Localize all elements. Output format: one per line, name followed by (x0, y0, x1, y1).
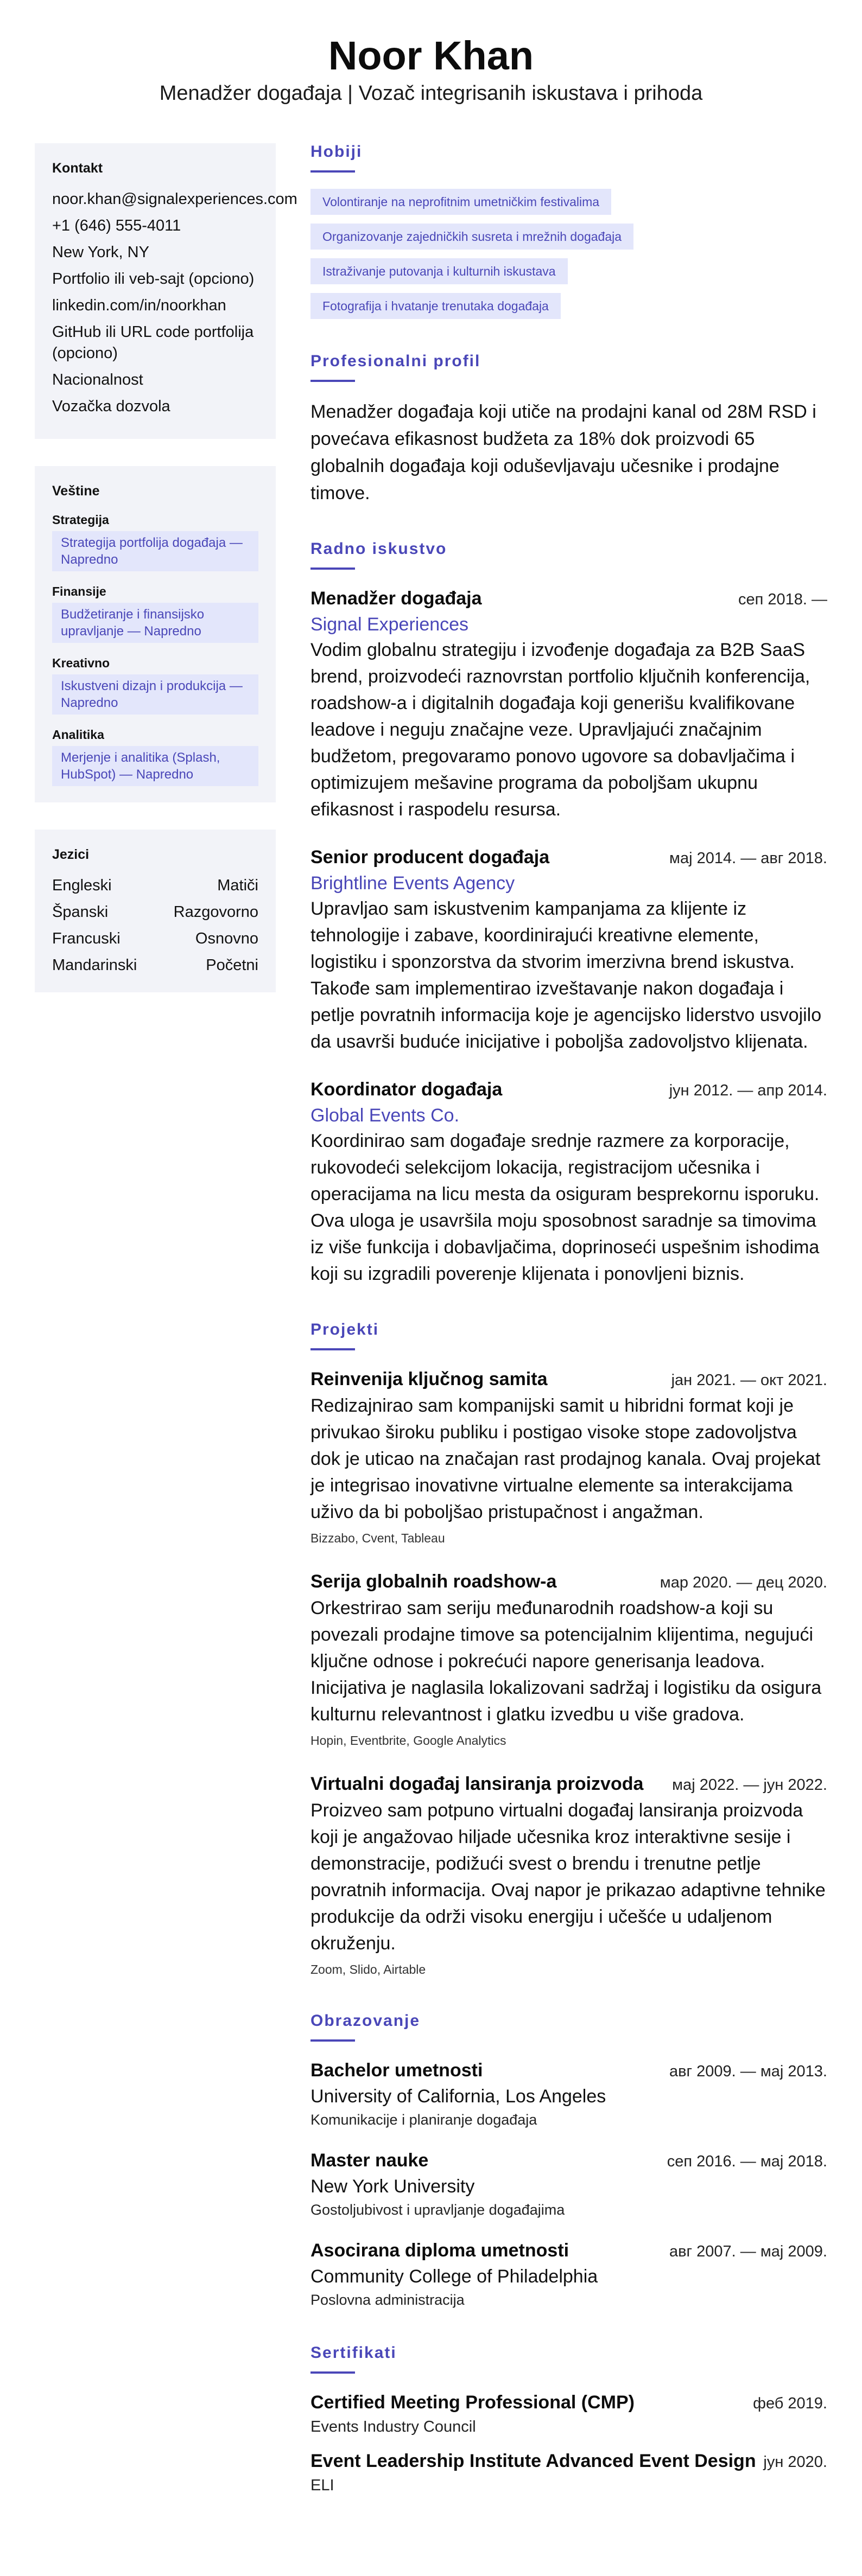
language-level: Početni (206, 957, 258, 974)
school-name: New York University (310, 2176, 475, 2197)
hobby-tag: Istraživanje putovanja i kulturnih iskustava (310, 258, 568, 284)
job-company: Brightline Events Agency (310, 873, 515, 894)
skill-category: Strategija (52, 513, 109, 527)
language-name: Mandarinski (52, 957, 137, 974)
language-row (52, 902, 258, 923)
certificate-entry (310, 2449, 827, 2496)
degree-title: Master nauke (310, 2150, 429, 2171)
certificate-date: феб 2019. (753, 2395, 827, 2412)
certificates-section (310, 2342, 827, 2496)
hobby-list (310, 189, 827, 319)
job-date: мај 2014. — авг 2018. (669, 850, 827, 867)
section-divider (310, 2371, 355, 2374)
degree-date: авг 2009. — мај 2013. (669, 2063, 827, 2080)
experience-entry (310, 586, 827, 823)
person-name: Noor Khan (328, 33, 534, 78)
sidebar (35, 143, 297, 1019)
section-divider (310, 568, 355, 570)
person-headline: Menadžer događaja | Vozač integrisanih iskustava i prihoda (159, 82, 703, 105)
job-date: сеп 2018. — (738, 591, 827, 608)
language-level: Matiči (217, 877, 258, 894)
skill-tag: Iskustveni dizajn i produkcija — Napredno (52, 674, 258, 715)
job-company: Signal Experiences (310, 614, 469, 635)
skill-group (52, 583, 258, 643)
job-description: Upravljao sam iskustvenim kampanjama za klijente iz tehnologije i zabave, koordinirajući kreativne elemente, logistiku i sponzorstva da stvorim imerzivna brend iskustva. Takođe sam implementirao izveštavanje nakon događaja i petlje povratnih informacija koje je agencijsko liderstvo usvojilo da usavrši buduće inicijative i poboljša zadovoljstvo klijenata. (310, 898, 822, 1052)
job-description: Vodim globalnu strategiju i izvođenje događaja za B2B SaaS brend, proizvodeći raznovrstan portfolio ključnih konferencija, roadshow-a i digitalnih događaja koji generišu kvalifikovane leadove i neguju značajne veze. Upravljajući značajnim budžetom, pregovaramo ponovo ugovore sa dobavljačima i optimizujem mešavine programa da poboljšam ukupnu efikasnost i raspodelu resursa. (310, 640, 810, 820)
certificate-issuer: Events Industry Council (310, 2418, 476, 2435)
profile-section (310, 350, 827, 507)
certificate-name: Event Leadership Institute Advanced Event Design (310, 2451, 756, 2471)
study-field: Gostoljubivost i upravljanje događajima (310, 2202, 565, 2218)
education-entry (310, 2148, 827, 2221)
certificate-entry (310, 2390, 827, 2438)
experience-title: Radno iskustvo (310, 540, 447, 558)
language-row (52, 955, 258, 976)
project-date: јан 2021. — окт 2021. (671, 1372, 827, 1389)
hobbies-section (310, 141, 827, 319)
job-title: Menadžer događaja (310, 588, 482, 609)
section-divider (310, 380, 355, 382)
experience-section (310, 538, 827, 1287)
skill-tag: Merjenje i analitika (Splash, HubSpot) — Napredno (52, 746, 258, 786)
contact-license: Vozačka dozvola (52, 398, 170, 415)
language-row (52, 928, 258, 949)
section-divider (310, 2039, 355, 2042)
skill-tag: Strategija portfolija događaja — Napredno (52, 531, 258, 571)
project-title: Serija globalnih roadshow-a (310, 1571, 557, 1592)
skill-group (52, 726, 258, 786)
job-title: Koordinator događaja (310, 1079, 503, 1100)
hobby-tag: Fotografija i hvatanje trenutaka događaja (310, 293, 561, 319)
job-description: Koordinirao sam događaje srednje razmere za korporacije, rukovodeći selekcijom lokacija, registracijom učesnika i operacijama na licu mesta da osiguram besprekornu isporuku. Ova uloga je usavršila moju sposobnost saradnje sa timovima iz više funkcija i dobavljačima, doprinoseći uspešnim ishodima koji su izgradili poverenje klijenata i ponovljeni biznis. (310, 1131, 820, 1284)
projects-section (310, 1319, 827, 1979)
section-divider (310, 1348, 355, 1350)
certificate-name: Certified Meeting Professional (CMP) (310, 2392, 635, 2413)
study-field: Poslovna administracija (310, 2292, 465, 2308)
contact-github: GitHub ili URL code portfolija (opciono) (52, 323, 254, 362)
education-section (310, 2010, 827, 2311)
contact-nationality: Nacionalnost (52, 371, 143, 388)
degree-date: авг 2007. — мај 2009. (669, 2243, 827, 2260)
language-row (52, 875, 258, 896)
project-entry (310, 1771, 827, 1979)
study-field: Komunikacije i planiranje događaja (310, 2112, 537, 2128)
school-name: University of California, Los Angeles (310, 2086, 606, 2107)
project-description: Orkestrirao sam seriju međunarodnih roadshow-a koji su povezali prodajne timove sa potencijalnim klijentima, negujući ključne odnose i pokrećući napore generisanja leadova. Inicijativa je naglasila lokalizovani sadržaj i logistiku da osigura kulturnu relevantnost i glatku izvedbu u više gradova. (310, 1598, 822, 1725)
profile-title: Profesionalni profil (310, 352, 481, 370)
language-name: Francuski (52, 930, 121, 947)
education-entry (310, 2058, 827, 2131)
experience-entry (310, 1077, 827, 1287)
hobby-tag: Volontiranje na neprofitnim umetničkim festivalima (310, 189, 611, 215)
language-level: Razgovorno (173, 903, 258, 921)
experience-entry (310, 845, 827, 1055)
contact-phone[interactable]: +1 (646) 555-4011 (52, 217, 181, 234)
project-entry (310, 1367, 827, 1547)
contact-email[interactable]: noor.khan@signalexperiences.com (52, 190, 297, 208)
main-column (310, 141, 827, 2496)
job-date: јун 2012. — апр 2014. (669, 1082, 827, 1099)
language-name: Španski (52, 903, 109, 921)
hobbies-title: Hobiji (310, 143, 363, 161)
degree-title: Bachelor umetnosti (310, 2060, 483, 2081)
job-title: Senior producent događaja (310, 847, 550, 868)
skill-category: Finansije (52, 584, 106, 598)
project-date: мар 2020. — дец 2020. (660, 1574, 827, 1591)
degree-title: Asocirana diploma umetnosti (310, 2240, 569, 2261)
language-name: Engleski (52, 877, 112, 894)
skill-category: Analitika (52, 728, 104, 742)
contact-portfolio: Portfolio ili veb-sajt (opciono) (52, 270, 255, 288)
contact-title: Kontakt (52, 161, 103, 176)
certificate-date: јун 2020. (763, 2453, 827, 2471)
skill-category: Kreativno (52, 656, 110, 670)
school-name: Community College of Philadelphia (310, 2266, 598, 2287)
languages-title: Jezici (52, 847, 90, 862)
project-description: Redizajnirao sam kompanijski samit u hibridni format koji je privukao široku publiku i postigao visoke stope zadovoljstva dok je uticao na značajan rast prodajnog kanala. Ovaj projekat je integrisao inovativne virtualne elemente sa interakcijama uživo da bi poboljšao pristupačnost i angažman. (310, 1395, 821, 1522)
project-date: мај 2022. — јун 2022. (672, 1776, 827, 1794)
project-tools: Bizzabo, Cvent, Tableau (310, 1531, 445, 1545)
education-entry (310, 2238, 827, 2311)
project-tools: Zoom, Slido, Airtable (310, 1962, 426, 1976)
project-description: Proizveo sam potpuno virtualni događaj lansiranja proizvoda koji je angažovao hiljade učesnika kroz interaktivne sesije i demonstracije, podižući svest o brendu i trenutne petlje povratnih informacija. Ovaj napor je prikazao adaptivne tehnike produkcije da održi visoku energiju i učešće u udaljenom okruženju. (310, 1800, 826, 1954)
project-entry (310, 1569, 827, 1750)
contact-linkedin[interactable]: linkedin.com/in/noorkhan (52, 297, 226, 314)
skill-tag: Budžetiranje i finansijsko upravljanje — Napredno (52, 603, 258, 643)
project-tools: Hopin, Eventbrite, Google Analytics (310, 1733, 506, 1748)
project-title: Reinvenija ključnog samita (310, 1369, 548, 1389)
hobby-tag: Organizovanje zajedničkih susreta i mrežnih događaja (310, 224, 633, 250)
section-divider (310, 170, 355, 173)
certificate-issuer: ELI (310, 2477, 334, 2494)
degree-date: сеп 2016. — мај 2018. (667, 2153, 827, 2170)
contact-card (35, 143, 297, 439)
projects-title: Projekti (310, 1321, 379, 1338)
language-level: Osnovno (195, 930, 258, 947)
project-title: Virtualni događaj lansiranja proizvoda (310, 1774, 644, 1794)
skills-card (35, 466, 276, 802)
profile-text: Menadžer događaja koji utiče na prodajni kanal od 28M RSD i povećava efikasnost budžeta za 18% dok proizvodi 65 globalnih događaja koji oduševljavaju učesnike i prodajne timove. (310, 401, 816, 503)
skills-title: Veštine (52, 483, 100, 499)
contact-location: New York, NY (52, 244, 149, 261)
education-title: Obrazovanje (310, 2012, 421, 2030)
job-company: Global Events Co. (310, 1105, 460, 1126)
languages-card (35, 830, 276, 992)
skill-group (52, 655, 258, 715)
certificates-title: Sertifikati (310, 2344, 397, 2362)
skill-group (52, 512, 258, 571)
